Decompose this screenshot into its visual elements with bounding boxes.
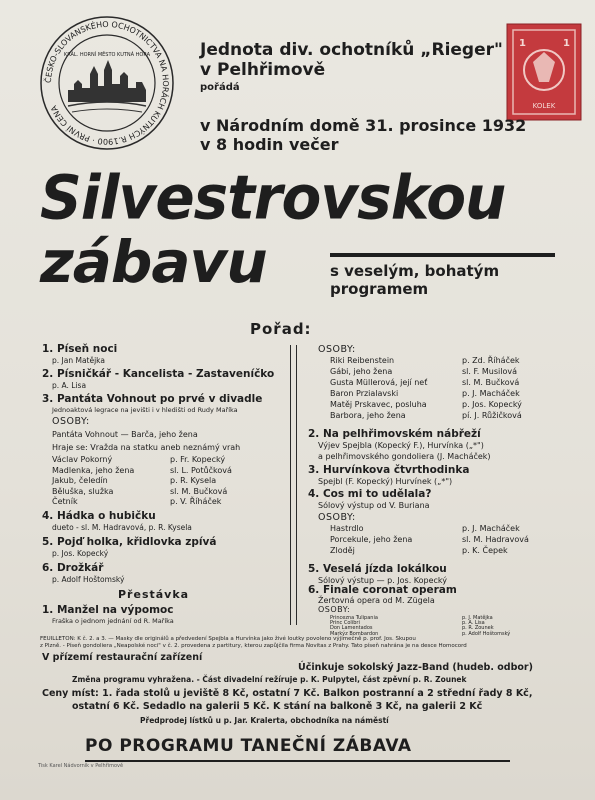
program-item-6-performer: p. Adolf Hoštomský bbox=[52, 575, 125, 584]
cast-actor: sl. M. Bučková bbox=[170, 486, 228, 496]
right-item-6-cast-heading: OSOBY: bbox=[318, 605, 351, 614]
program-item-3-desc: Jednoaktová legrace na jevišti i v hledišti od Rudy Maříka bbox=[52, 406, 238, 414]
program-right-item-2: 2. Na pelhřimovském nábřeží bbox=[308, 428, 481, 440]
cast-actor: p. R. Zounek bbox=[462, 625, 494, 632]
cast-actor: p. V. Říháček bbox=[170, 497, 222, 506]
program-item-7: 1. Manžel na výpomoc bbox=[42, 604, 174, 616]
seal-inner-text: KRÁL. HORNÍ MĚSTO KUTNÁ HORA bbox=[63, 52, 151, 58]
cast-actor: p. Fr. Kopecký bbox=[170, 455, 226, 464]
presale-note: Předprodej lístků u p. Jar. Kralerta, obchodníka na náměstí bbox=[140, 716, 389, 725]
seal-outer-text: ČESKO-SLOVANSKÉHO OCHOTNICTVA NA HORÁCH KUTNÝCH R.1900 · PRVNÍ CENA bbox=[43, 19, 171, 147]
cast-role: Madlenka, jeho žena bbox=[52, 465, 135, 475]
organizer-name: Jednota div. ochotníků „Rieger" bbox=[200, 40, 503, 60]
cast-role: Gábi, jeho žena bbox=[330, 367, 393, 376]
cast-role: Don Lamentados bbox=[330, 625, 373, 632]
dance-after-program: PO PROGRAMU TANEČNÍ ZÁBAVA bbox=[85, 736, 412, 756]
program-right-item-3: 3. Hurvínkova čtvrthodinka bbox=[308, 464, 470, 476]
cast-role: Jakub, čeledín bbox=[52, 476, 108, 485]
cast-role: Gusta Müllerová, její neť bbox=[330, 378, 428, 387]
program-item-4: 4. Hádka o hubičku bbox=[42, 510, 156, 522]
cast-actor: sl. M. Hadravová bbox=[462, 535, 529, 544]
svg-text:1: 1 bbox=[563, 38, 570, 49]
right-item-2-line1: Výjev Spejbla (Kopecký F.), Hurvínka („*") bbox=[318, 441, 484, 450]
cast-role: Princezna Tulipania bbox=[330, 615, 378, 621]
cast-actor: p. K. Čepek bbox=[462, 546, 508, 555]
feuilleton-line2: z Plzně. - Píseň gondoliera „Neapolské noci" v č. 2. provedena z partitury, kterou zapůjčila firma Novitas z Prahy. Tato píseň nahrána je na desce Homocord bbox=[40, 643, 467, 649]
presents-text: pořádá bbox=[200, 82, 240, 93]
cast-role: Porcekule, jeho žena bbox=[330, 535, 413, 544]
prices-line2: ostatní 6 Kč. Sedadlo na galerii 5 Kč. K stání na balkoně 3 Kč, na galerii 2 Kč bbox=[72, 701, 483, 712]
item-3-cast-heading: OSOBY: bbox=[52, 416, 90, 427]
cast-actor: pí. J. Růžičková bbox=[462, 411, 522, 420]
cast-actor: p. Jos. Kopecký bbox=[462, 400, 522, 409]
cast-actor: sl. L. Potůčková bbox=[170, 465, 232, 475]
item-3-cast-main: Pantáta Vohnout — Barča, jeho žena bbox=[52, 430, 198, 439]
award-seal bbox=[38, 14, 176, 152]
program-item-2-performer: p. A. Lisa bbox=[52, 381, 87, 390]
right-item-2-line2: a pelhřimovského gondoliera (J. Macháček) bbox=[318, 452, 491, 461]
program-right-item-6: 6. Finale coronat operam bbox=[308, 584, 457, 596]
svg-text:KOLEK: KOLEK bbox=[532, 102, 556, 110]
feuilleton-line1: FEUILLETON: K č. 2. a 3. — Masky dle originálů a předvedení Spejbla a Hurvínka jako živé loutky povoleno výjimečně p. prof. Jos. Skupou bbox=[40, 636, 416, 642]
right-item-3-desc: Spejbl (F. Kopecký) Hurvínek („*") bbox=[318, 477, 453, 486]
right-item-6-desc: Žertovná opera od M. Zügela bbox=[318, 596, 435, 605]
program-right-item-4: 4. Cos mi to udělala? bbox=[308, 488, 432, 500]
event-time: v 8 hodin večer bbox=[200, 135, 339, 154]
cast-actor: sl. F. Musilová bbox=[462, 367, 517, 376]
cast-actor: p. R. Kysela bbox=[170, 476, 217, 485]
program-item-2: 2. Písničkář - Kancelista - Zastaveníčko bbox=[42, 368, 275, 380]
program-item-4-performer: dueto - sl. M. Hadravová, p. R. Kysela bbox=[52, 523, 192, 532]
final-rule bbox=[85, 760, 510, 762]
printer-credit: Tisk Karel Nádvorník v Pelhřimově bbox=[38, 763, 124, 769]
title-rule bbox=[330, 253, 555, 257]
jazz-band-note: Účinkuje sokolský Jazz-Band (hudeb. odbor) bbox=[298, 662, 533, 673]
cast-role: Markýz Bombardon bbox=[330, 630, 379, 637]
cast-role: Četník bbox=[52, 497, 78, 506]
cast-role: Baron Przialavski bbox=[330, 389, 399, 398]
cast-role: Matěj Prskavec, posluha bbox=[330, 400, 427, 409]
item-3-play-within: Hraje se: Vražda na statku aneb neznámý vrah bbox=[52, 443, 241, 452]
program-right-item-5: 5. Veselá jízda lokálkou bbox=[308, 563, 447, 575]
cast-role: Zloděj bbox=[330, 546, 355, 555]
cast-role: Riki Reibenstein bbox=[330, 356, 395, 365]
venue-date: v Národním domě 31. prosince 1932 bbox=[200, 116, 527, 135]
right-item-5-desc: Sólový výstup — p. Jos. Kopecký bbox=[318, 576, 448, 585]
cast-actor: p. A. Lisa bbox=[462, 620, 485, 627]
organizer-town: v Pelhřimově bbox=[200, 60, 326, 80]
cast-role: Václav Pokorný bbox=[52, 455, 113, 464]
cast-role: Běluška, služka bbox=[52, 486, 114, 496]
program-heading: Pořad: bbox=[250, 320, 312, 338]
cast-actor: p. Adolf Hoštomský bbox=[462, 630, 511, 637]
cast-actor: p. J. Macháček bbox=[462, 389, 520, 398]
program-item-1: 1. Píseň noci bbox=[42, 343, 118, 355]
subtitle-line1: s veselým, bohatým bbox=[330, 262, 500, 280]
restaurant-note: V přízemí restaurační zařízení bbox=[42, 652, 203, 663]
program-item-7-desc: Fraška o jednom jednání od R. Maříka bbox=[52, 617, 174, 625]
program-item-6: 6. Drožkář bbox=[42, 562, 104, 574]
town-skyline-icon bbox=[68, 60, 146, 102]
program-item-5-performer: p. Jos. Kopecký bbox=[52, 549, 109, 558]
title-line1: Silvestrovskou bbox=[40, 162, 506, 234]
right-item-4-desc: Sólový výstup od V. Buriana bbox=[318, 501, 430, 510]
cast-actor: p. J. Macháček bbox=[462, 524, 520, 533]
cast-role: Princ Colibri bbox=[330, 620, 360, 627]
svg-text:1: 1 bbox=[519, 38, 526, 49]
right-item-4-cast-heading: OSOBY: bbox=[318, 512, 356, 523]
right-cast-heading: OSOBY: bbox=[318, 344, 356, 355]
program-item-1-performer: p. Jan Matějka bbox=[52, 356, 105, 365]
revenue-stamp bbox=[505, 22, 583, 122]
intermission: Přestávka bbox=[118, 588, 190, 601]
column-separator bbox=[290, 345, 297, 625]
program-item-3: 3. Pantáta Vohnout po prvé v divadle bbox=[42, 393, 263, 405]
subtitle-line2: programem bbox=[330, 280, 429, 298]
cast-role: Hastrdlo bbox=[330, 524, 364, 533]
program-item-5: 5. Pojď holka, křidlovka zpívá bbox=[42, 536, 217, 548]
cast-actor: p. J. Matějka bbox=[462, 615, 493, 621]
prices-line1: Ceny míst: 1. řada stolů u jeviště 8 Kč, ostatní 7 Kč. Balkon postranní a 2 střední řady 8 Kč, bbox=[42, 688, 533, 699]
title-line2: zábavu bbox=[40, 228, 267, 296]
cast-role: Barbora, jeho žena bbox=[330, 411, 406, 420]
cast-actor: p. Zd. Říháček bbox=[462, 356, 520, 365]
cast-actor: sl. M. Bučková bbox=[462, 378, 520, 387]
program-change-note: Změna programu vyhražena. - Část divadelní režíruje p. K. Pulpytel, část zpěvní p. R. Zounek bbox=[72, 675, 467, 684]
